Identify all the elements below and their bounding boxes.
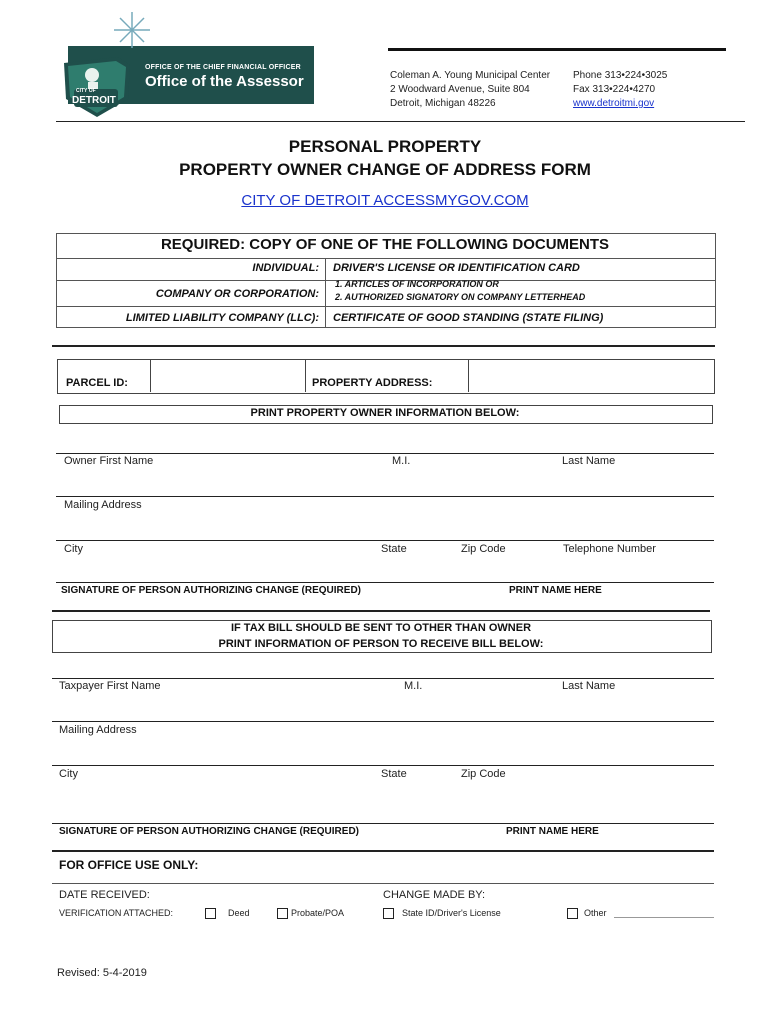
row-value-company-2: 2. AUTHORIZED SIGNATORY ON COMPANY LETTERHEAD [335,292,586,302]
logo-small-text: OFFICE OF THE CHIEF FINANCIAL OFFICER [145,64,301,71]
owner-last-name-label: Last Name [562,455,616,467]
logo-detroit: DETROIT [72,95,116,106]
form-title-line2: PROPERTY OWNER CHANGE OF ADDRESS FORM [179,160,591,179]
taxpayer-city-line[interactable] [52,765,714,766]
taxpayer-signature-line[interactable] [52,823,714,824]
required-heading: REQUIRED: COPY OF ONE OF THE FOLLOWING DOCUMENTS [160,236,610,253]
address-line: 2 Woodward Avenue, Suite 804 [390,84,530,95]
logo-city-of: CITY OF [76,88,96,94]
table-divider [56,306,715,307]
table-divider [56,258,715,259]
taxbill-heading-1: IF TAX BILL SHOULD BE SENT TO OTHER THAN OWNER [230,622,532,634]
taxbill-heading-2: PRINT INFORMATION OF PERSON TO RECEIVE BILL BELOW: [218,638,544,650]
owner-mailing-line[interactable] [56,496,714,497]
taxpayer-last-name-label: Last Name [562,680,616,692]
owner-zip-label: Zip Code [461,543,506,555]
section-rule [52,345,715,347]
other-label: Other [584,908,607,918]
owner-first-name-label: Owner First Name [64,455,154,467]
taxpayer-mailing-line[interactable] [52,721,714,722]
owner-heading: PRINT PROPERTY OWNER INFORMATION BELOW: [250,407,520,419]
owner-signature-label: SIGNATURE OF PERSON AUTHORIZING CHANGE (REQUIRED) [61,585,362,596]
owner-mi-label: M.I. [392,455,411,467]
cell-divider [305,359,306,392]
taxpayer-zip-label: Zip Code [461,768,506,780]
taxpayer-state-label: State [381,768,407,780]
office-use-heading: FOR OFFICE USE ONLY: [59,858,199,872]
date-received-label: DATE RECEIVED: [59,889,150,901]
website-link[interactable]: www.detroitmi.gov [573,98,655,109]
probate-checkbox[interactable] [277,908,288,919]
owner-print-name-label: PRINT NAME HERE [509,585,602,596]
sparkle-icon [112,10,152,50]
logo-title: Office of the Assessor [145,73,304,90]
row-label-individual: INDIVIDUAL: [252,262,319,274]
taxpayer-first-name-label: Taxpayer First Name [59,680,161,692]
parcel-id-label: PARCEL ID: [66,377,128,389]
section-rule [52,850,714,852]
form-title-line1: PERSONAL PROPERTY [288,137,482,156]
phone-text: Phone 313•224•3025 [573,70,668,81]
taxpayer-print-name-label: PRINT NAME HERE [506,826,599,837]
fax-text: Fax 313•224•4270 [573,84,656,95]
address-line: Coleman A. Young Municipal Center [390,70,551,81]
owner-state-label: State [381,543,407,555]
city-seal-logo [62,55,132,118]
office-divider [52,883,714,884]
row-value-company-1: 1. ARTICLES OF INCORPORATION OR [335,279,499,289]
other-line[interactable] [614,917,714,918]
owner-city-line[interactable] [56,540,714,541]
contact-block [573,69,667,111]
table-column-divider [325,258,326,327]
row-label-company: COMPANY OR CORPORATION: [155,288,319,300]
owner-phone-label: Telephone Number [563,543,656,555]
owner-signature-line[interactable] [56,582,714,583]
section-rule [52,610,710,612]
row-value-individual: DRIVER'S LICENSE OR IDENTIFICATION CARD [333,262,580,274]
accessmygov-link[interactable]: CITY OF DETROIT ACCESSMYGOV.COM [241,192,529,209]
address-line: Detroit, Michigan 48226 [390,98,496,109]
taxpayer-name-line[interactable] [52,678,714,679]
other-checkbox[interactable] [567,908,578,919]
property-address-label: PROPERTY ADDRESS: [312,377,433,389]
taxpayer-signature-label: SIGNATURE OF PERSON AUTHORIZING CHANGE (REQUIRED) [59,826,360,837]
taxpayer-mi-label: M.I. [404,680,423,692]
owner-name-line[interactable] [56,453,714,454]
state-id-label: State ID/Driver's License [402,908,501,918]
property-address-field[interactable] [469,360,713,391]
owner-city-label: City [64,543,83,555]
verification-label: VERIFICATION ATTACHED: [59,908,174,918]
probate-label: Probate/POA [291,908,345,918]
header-rule [388,48,726,51]
deed-label: Deed [228,908,250,918]
change-made-by-label: CHANGE MADE BY: [383,889,486,901]
row-label-llc: LIMITED LIABILITY COMPANY (LLC): [125,312,319,324]
header-divider [56,121,745,122]
taxpayer-mailing-label: Mailing Address [59,724,137,736]
state-id-checkbox[interactable] [383,908,394,919]
parcel-id-field[interactable] [151,360,305,391]
taxpayer-city-label: City [59,768,78,780]
revised-date: Revised: 5-4-2019 [57,967,147,979]
deed-checkbox[interactable] [205,908,216,919]
row-value-llc: CERTIFICATE OF GOOD STANDING (STATE FILING) [333,312,604,324]
address-block [390,69,550,111]
owner-mailing-label: Mailing Address [64,499,142,511]
